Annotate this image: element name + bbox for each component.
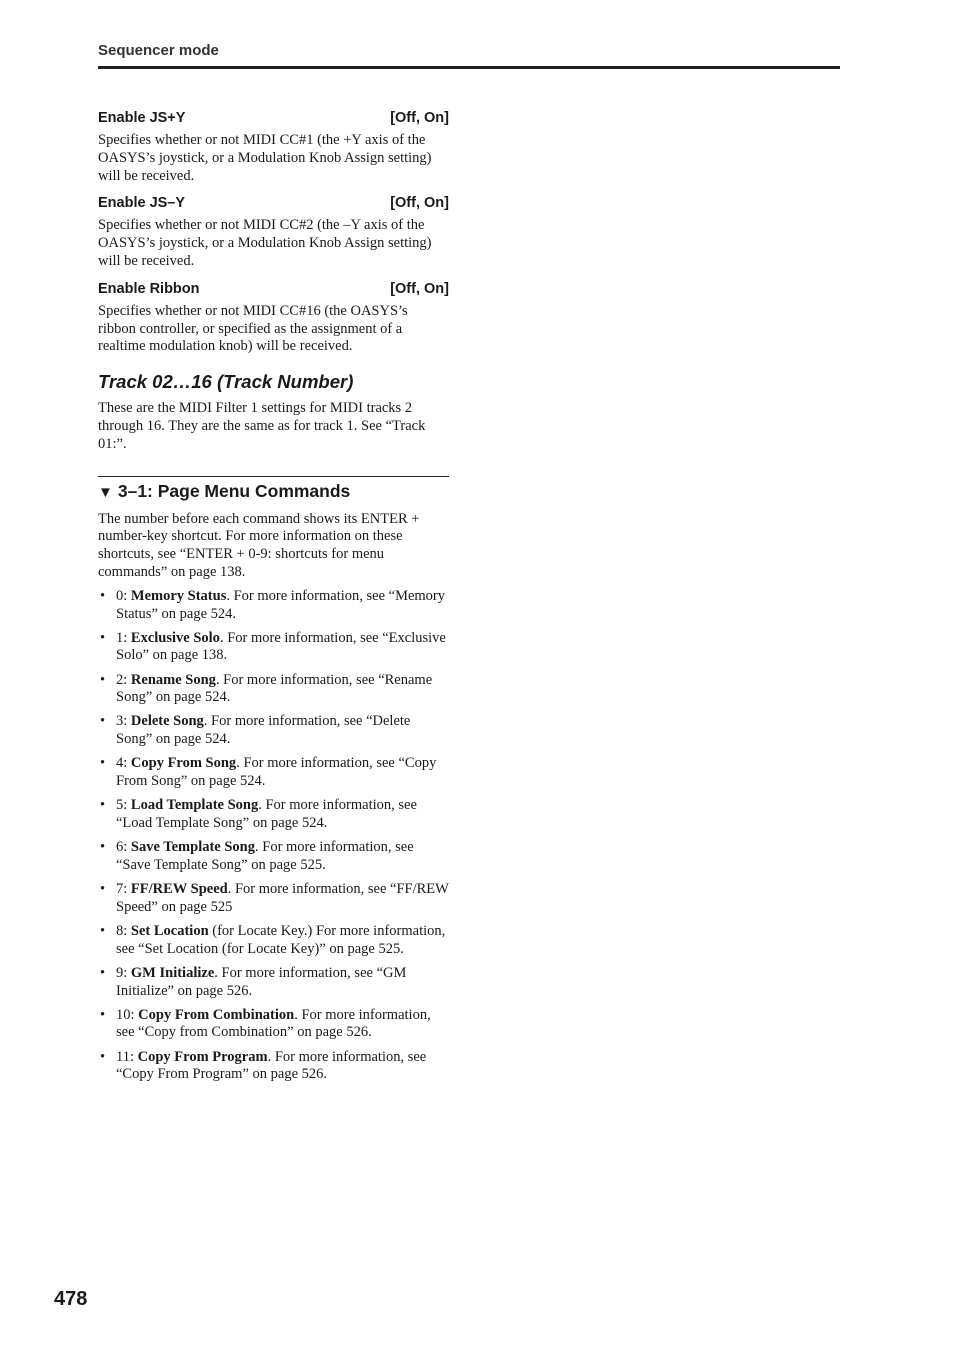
command-reference: . For more information, see “Exclusive Solo” on page 138.	[116, 629, 446, 664]
track-description: These are the MIDI Filter 1 settings for MIDI tracks 2 through 16. They are the same as for track 1. See “Track 01:”.	[98, 400, 426, 452]
command-number: 8:	[116, 922, 128, 939]
list-item	[98, 881, 449, 917]
command-number: 5:	[116, 797, 128, 814]
page-number: 478	[54, 1288, 88, 1310]
command-number: 7:	[116, 880, 128, 897]
bullet-icon: •	[100, 713, 106, 730]
command-reference: . For more information, see “Delete Song” on page 524.	[116, 713, 411, 748]
param-enable-js-minus-y	[98, 193, 449, 270]
command-name: Load Template Song	[130, 797, 259, 814]
param-enable-ribbon	[98, 279, 449, 356]
list-item	[98, 839, 449, 875]
param-name: Enable JS+Y	[98, 110, 186, 126]
bullet-icon: •	[100, 880, 106, 897]
bullet-icon: •	[100, 964, 106, 981]
section-heading-text: 3–1: Page Menu Commands	[117, 480, 351, 501]
list-item	[98, 923, 449, 959]
param-description: Specifies whether or not MIDI CC#1 (the +Y axis of the OASYS’s joystick, or a Modulation Knob Assign setting) will be received.	[98, 132, 432, 184]
command-number: 9:	[116, 964, 128, 981]
param-enable-js-plus-y	[98, 108, 449, 185]
list-item	[98, 713, 449, 749]
bullet-icon: •	[100, 587, 106, 604]
param-name: Enable Ribbon	[98, 280, 200, 297]
command-name: Set Location	[130, 922, 209, 939]
param-description: Specifies whether or not MIDI CC#2 (the –Y axis of the OASYS’s joystick, or a Modulation Knob Assign setting) will be received.	[98, 217, 432, 269]
command-name: Exclusive Solo	[130, 629, 220, 646]
command-name: Copy From Song	[130, 755, 237, 772]
running-header: Sequencer mode	[98, 42, 219, 59]
command-name: Copy From Combination	[138, 1006, 295, 1023]
list-item	[98, 797, 449, 833]
command-list	[98, 588, 449, 1084]
list-item	[98, 965, 449, 1001]
triangle-down-icon: ▼	[98, 483, 113, 501]
command-number: 3:	[116, 713, 128, 730]
section-heading	[98, 479, 449, 505]
param-range: [Off, On]	[390, 110, 449, 126]
param-range: [Off, On]	[390, 195, 449, 212]
list-item	[98, 1007, 449, 1043]
command-number: 10:	[116, 1006, 135, 1023]
list-item	[98, 588, 449, 624]
list-item	[98, 755, 449, 791]
bullet-icon: •	[100, 755, 106, 772]
param-heading	[98, 279, 449, 299]
command-reference: (for Locate Key.) For more information, see “Set Location (for Locate Key)” on page 525.	[116, 922, 446, 957]
command-number: 6:	[116, 839, 128, 856]
param-heading	[98, 108, 449, 128]
command-number: 0:	[116, 587, 128, 604]
param-range: [Off, On]	[390, 280, 449, 297]
bullet-icon: •	[100, 1048, 106, 1065]
command-name: Copy From Program	[137, 1048, 268, 1065]
list-item	[98, 630, 449, 666]
command-name: Save Template Song	[130, 839, 255, 856]
command-reference: . For more information, see “GM Initialize” on page 526.	[116, 964, 407, 999]
param-name: Enable JS–Y	[98, 195, 186, 212]
list-item	[98, 1049, 449, 1085]
param-heading	[98, 193, 449, 213]
command-reference: . For more information, see “Copy From Song” on page 524.	[116, 755, 437, 790]
bullet-icon: •	[100, 797, 106, 814]
command-name: FF/REW Speed	[130, 880, 228, 897]
header-rule	[98, 66, 840, 69]
bullet-icon: •	[100, 629, 106, 646]
command-name: Delete Song	[130, 713, 204, 730]
command-number: 11:	[116, 1048, 134, 1065]
main-column	[98, 108, 449, 1090]
bullet-icon: •	[100, 839, 106, 856]
command-reference: . For more information, see “Copy from Combination” on page 526.	[116, 1006, 431, 1041]
section-intro: The number before each command shows its ENTER + number-key shortcut. For more information on these shortcuts, see “ENTER + 0-9: shortcuts for menu commands” on page 138.	[98, 510, 420, 580]
command-reference: . For more information, see “Memory Status” on page 524.	[116, 587, 446, 622]
list-item	[98, 672, 449, 708]
bullet-icon: •	[100, 1006, 106, 1023]
command-reference: . For more information, see “Rename Song” on page 524.	[116, 671, 433, 706]
track-heading: Track 02…16 (Track Number)	[98, 371, 354, 393]
param-description: Specifies whether or not MIDI CC#16 (the OASYS’s ribbon controller, or specified as the assignment of a realtime modulation knob) will be received.	[98, 302, 408, 355]
command-name: Memory Status	[130, 587, 227, 604]
command-name: Rename Song	[130, 671, 216, 688]
bullet-icon: •	[100, 671, 106, 688]
command-name: GM Initialize	[130, 964, 215, 981]
command-number: 4:	[116, 755, 128, 772]
bullet-icon: •	[100, 922, 106, 939]
command-reference: . For more information, see “FF/REW Speed” on page 525	[116, 880, 449, 915]
section-rule	[98, 476, 449, 477]
command-reference: . For more information, see “Load Template Song” on page 524.	[116, 797, 417, 831]
command-number: 1:	[116, 629, 128, 646]
command-reference: . For more information, see “Copy From Program” on page 526.	[116, 1048, 427, 1083]
command-reference: . For more information, see “Save Template Song” on page 525.	[116, 839, 414, 873]
command-number: 2:	[116, 671, 128, 688]
